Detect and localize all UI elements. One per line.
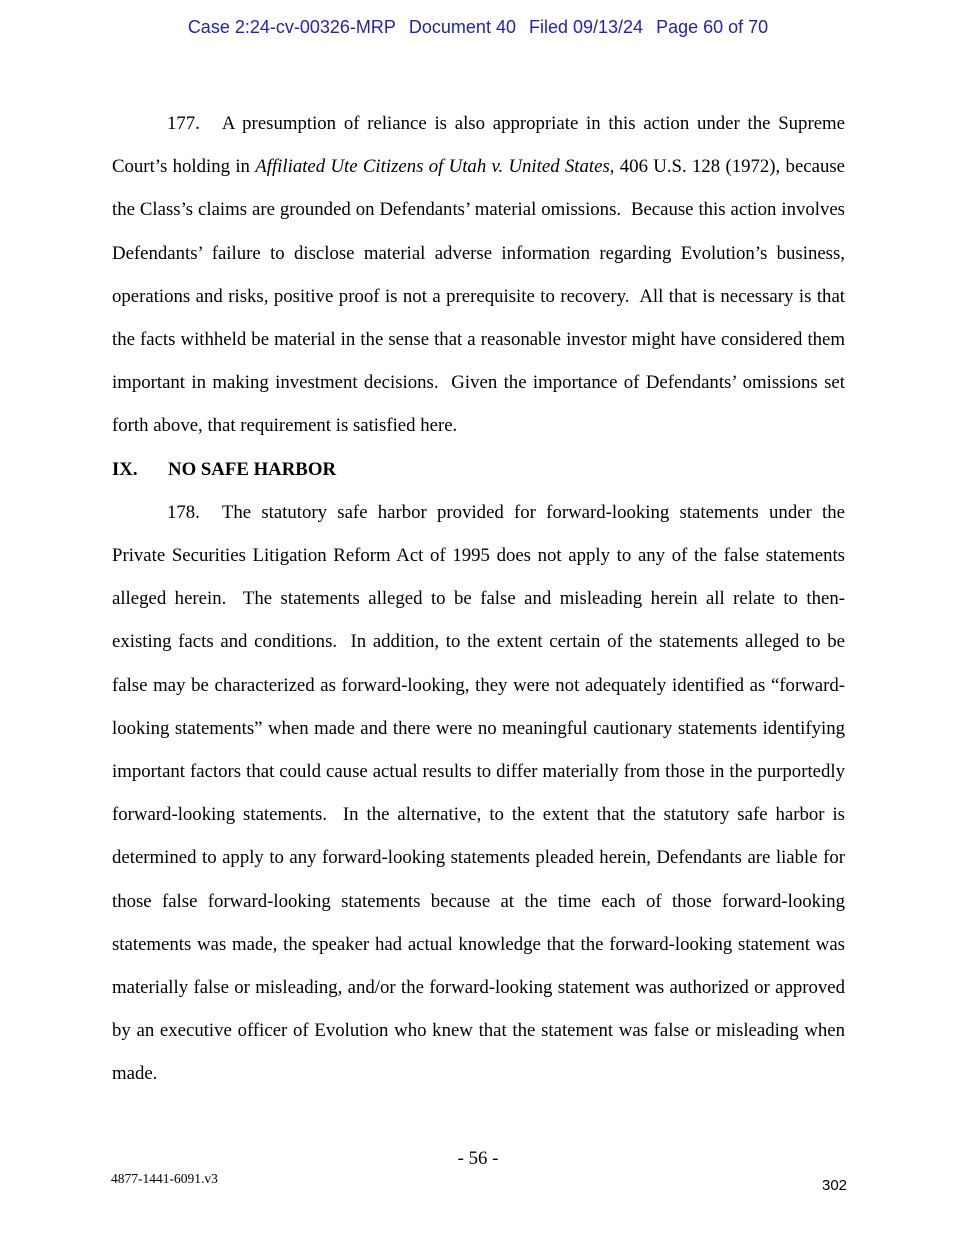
stamp-case-number: Case 2:24-cv-00326-MRP <box>187 17 396 37</box>
bates-number: 302 <box>822 1177 848 1194</box>
paragraph-177 <box>112 102 845 448</box>
section-heading-ix <box>112 448 845 491</box>
stamp-document-number: Document 40 <box>408 17 516 37</box>
pleading-body <box>112 102 845 1096</box>
paragraph-178-text: The statutory safe harbor provided for forward-looking statements under the Private Securities Litigation Reform Act of 1995 does not apply to any of the false statements alleged herein. The statements alleged to be false and misleading herein all relate to then-existing facts and conditions. In addition, to the extent certain of the statements alleged to be false may be characterized as forward-looking, they were not adequately identified as “forward-looking statements” when made and there were no meaningful cautionary statements identifying important factors that could cause actual results to differ materially from those in the purportedly forward-looking statements. In the alternative, to the extent that the statutory safe harbor is determined to apply to any forward-looking statements pleaded herein, Defendants are liable for those false forward-looking statements because at the time each of those forward-looking statements was made, the speaker had actual knowledge that the forward-looking statement was materially false or misleading, and/or the forward-looking statement was authorized or approved by an executive officer of Evolution who knew that the statement was false or misleading when made. <box>112 501 845 1085</box>
paragraph-178 <box>112 491 845 1096</box>
paragraph-177-text-after-citation: , 406 U.S. 128 (1972), because the Class’s claims are grounded on Defendants’ material omissions. Because this action involves Defendants’ failure to disclose material adverse information regarding Evolution’s business, operations and risks, positive proof is not a prerequisite to recovery. All that is necessary is that the facts withheld be material in the sense that a reasonable investor might have considered them important in making investment decisions. Given the importance of Defendants’ omissions set forth above, that requirement is satisfied here. <box>112 156 845 437</box>
page-number: - 56 - <box>457 1148 499 1169</box>
document-id-footer: 4877-1441-6091.v3 <box>111 1171 218 1186</box>
section-title: NO SAFE HARBOR <box>168 458 337 480</box>
paragraph-177-number: 177. <box>167 113 200 134</box>
section-number: IX. <box>112 458 138 480</box>
stamp-page-of: Page 60 of 70 <box>656 17 769 37</box>
paragraph-178-number: 178. <box>167 501 200 523</box>
case-citation-italic: Affiliated Ute Citizens of Utah v. United States <box>255 156 610 178</box>
court-stamp-header <box>0 17 956 38</box>
paragraph-177-text-before-citation: A presumption of reliance is also appropriate in this action under the Supreme Court’s holding in <box>112 113 845 178</box>
stamp-filed-date: Filed 09/13/24 <box>528 17 644 37</box>
